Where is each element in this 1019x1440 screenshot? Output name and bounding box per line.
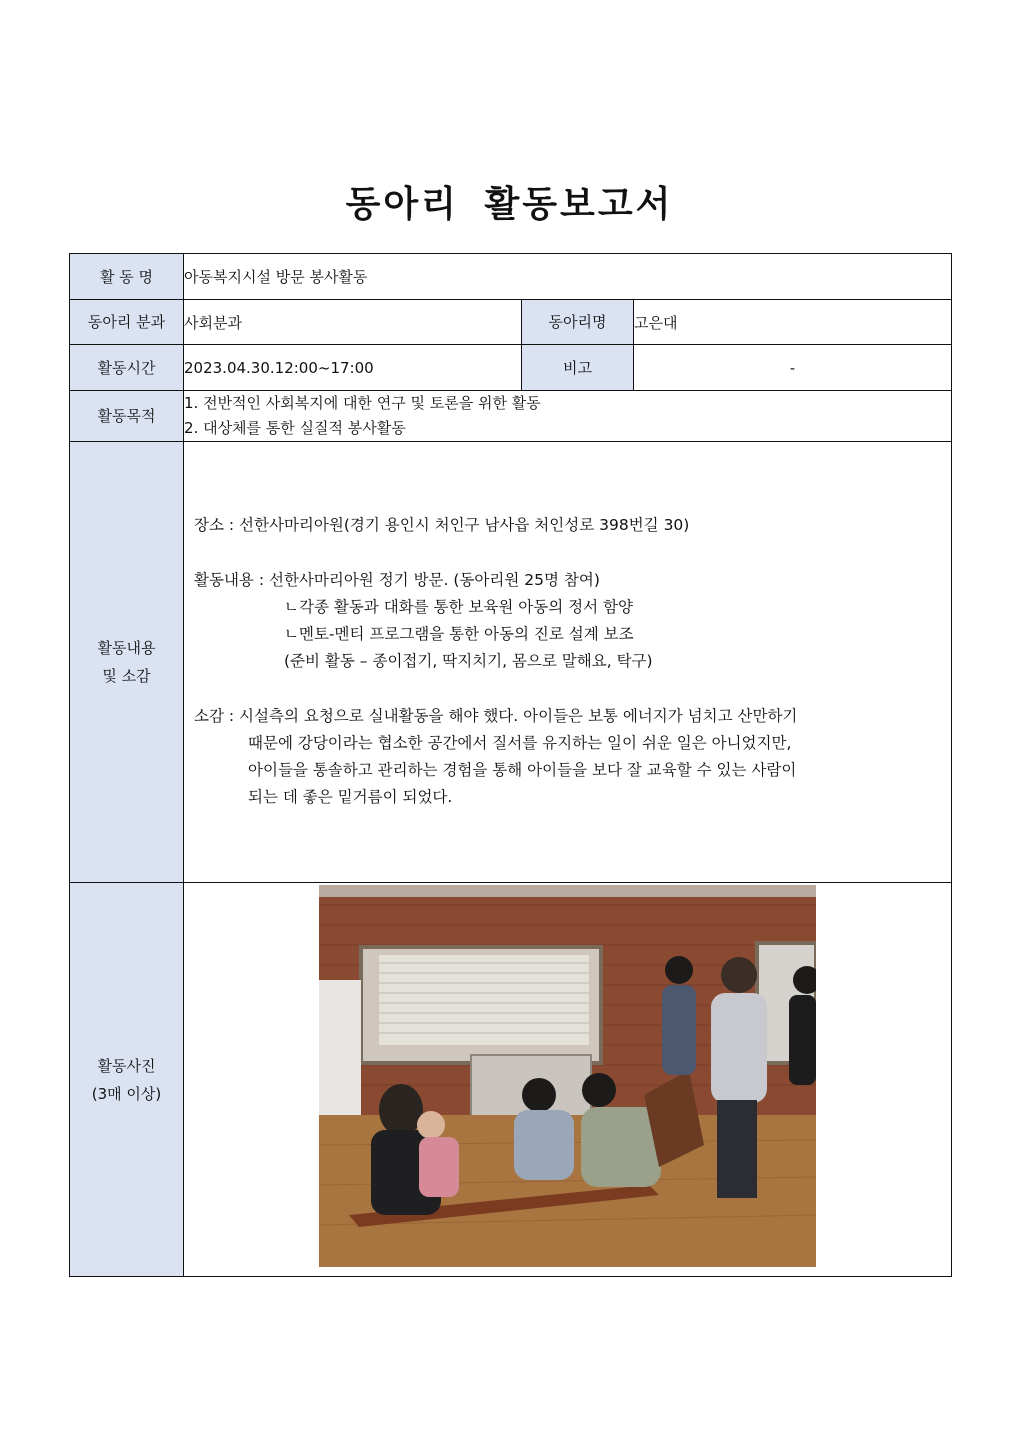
activity-photo [319, 885, 816, 1267]
activity-intro: 활동내용 : 선한사마리아원 정기 방문. (동아리원 25명 참여) [194, 571, 600, 589]
activity-item: (준비 활동 – 종이접기, 딱지치기, 몸으로 말해요, 탁구) [284, 652, 653, 670]
division-label: 동아리 분과 [70, 300, 184, 345]
impression-line: 되는 데 좋은 밑거름이 되었다. [248, 788, 453, 806]
impression-line: 아이들을 통솔하고 관리하는 경험을 통해 아이들을 보다 잘 교육할 수 있는 사람이 [248, 761, 797, 779]
purpose-value [184, 391, 952, 442]
impression-label: 소감 : [194, 707, 240, 725]
row-photos [70, 883, 952, 1277]
purpose-line-2: 2. 대상체를 통한 실질적 봉사활동 [184, 419, 406, 437]
activity-item: ㄴ각종 활동과 대화를 통한 보육원 아동의 정서 함양 [284, 598, 633, 616]
report-table [69, 253, 952, 1277]
impression-line: 시설측의 요청으로 실내활동을 해야 했다. 아이들은 보통 에너지가 넘치고 산만하기 [239, 707, 798, 725]
activity-name-value: 아동복지시설 방문 봉사활동 [184, 254, 952, 300]
time-label: 활동시간 [70, 345, 184, 391]
row-division [70, 300, 952, 345]
time-value: 2023.04.30.12:00~17:00 [184, 345, 522, 391]
content-label [70, 442, 184, 883]
photos-label-line-2: (3매 이상) [91, 1084, 162, 1103]
activity-name-label: 활 동 명 [70, 254, 184, 300]
impression [194, 703, 941, 811]
place-text: 장소 : 선한사마리아원(경기 용인시 처인구 남사읍 처인성로 398번길 30) [194, 516, 690, 534]
row-content [70, 442, 952, 883]
row-activity-name [70, 254, 952, 300]
photos-cell [184, 883, 952, 1277]
row-time [70, 345, 952, 391]
club-name-value: 고은대 [634, 300, 952, 345]
activity-item: ㄴ멘토-멘티 프로그램을 통한 아동의 진로 설계 보조 [284, 625, 634, 643]
division-value: 사회분과 [184, 300, 522, 345]
purpose-line-1: 1. 전반적인 사회복지에 대한 연구 및 토론을 위한 활동 [184, 394, 541, 412]
row-purpose [70, 391, 952, 442]
remarks-label: 비고 [522, 345, 634, 391]
photos-label [70, 883, 184, 1277]
activity-details [194, 567, 941, 675]
photos-label-line-1: 활동사진 [97, 1056, 156, 1075]
impression-line: 때문에 강당이라는 협소한 공간에서 질서를 유지하는 일이 쉬운 일은 아니었지만, [248, 734, 792, 752]
purpose-label: 활동목적 [70, 391, 184, 442]
remarks-value: - [634, 345, 952, 391]
content-label-line-2: 및 소감 [102, 667, 151, 685]
content-body [184, 442, 952, 883]
document-title: 동아리 활동보고서 [345, 184, 674, 225]
club-name-label: 동아리명 [522, 300, 634, 345]
content-label-line-1: 활동내용 [97, 639, 156, 657]
